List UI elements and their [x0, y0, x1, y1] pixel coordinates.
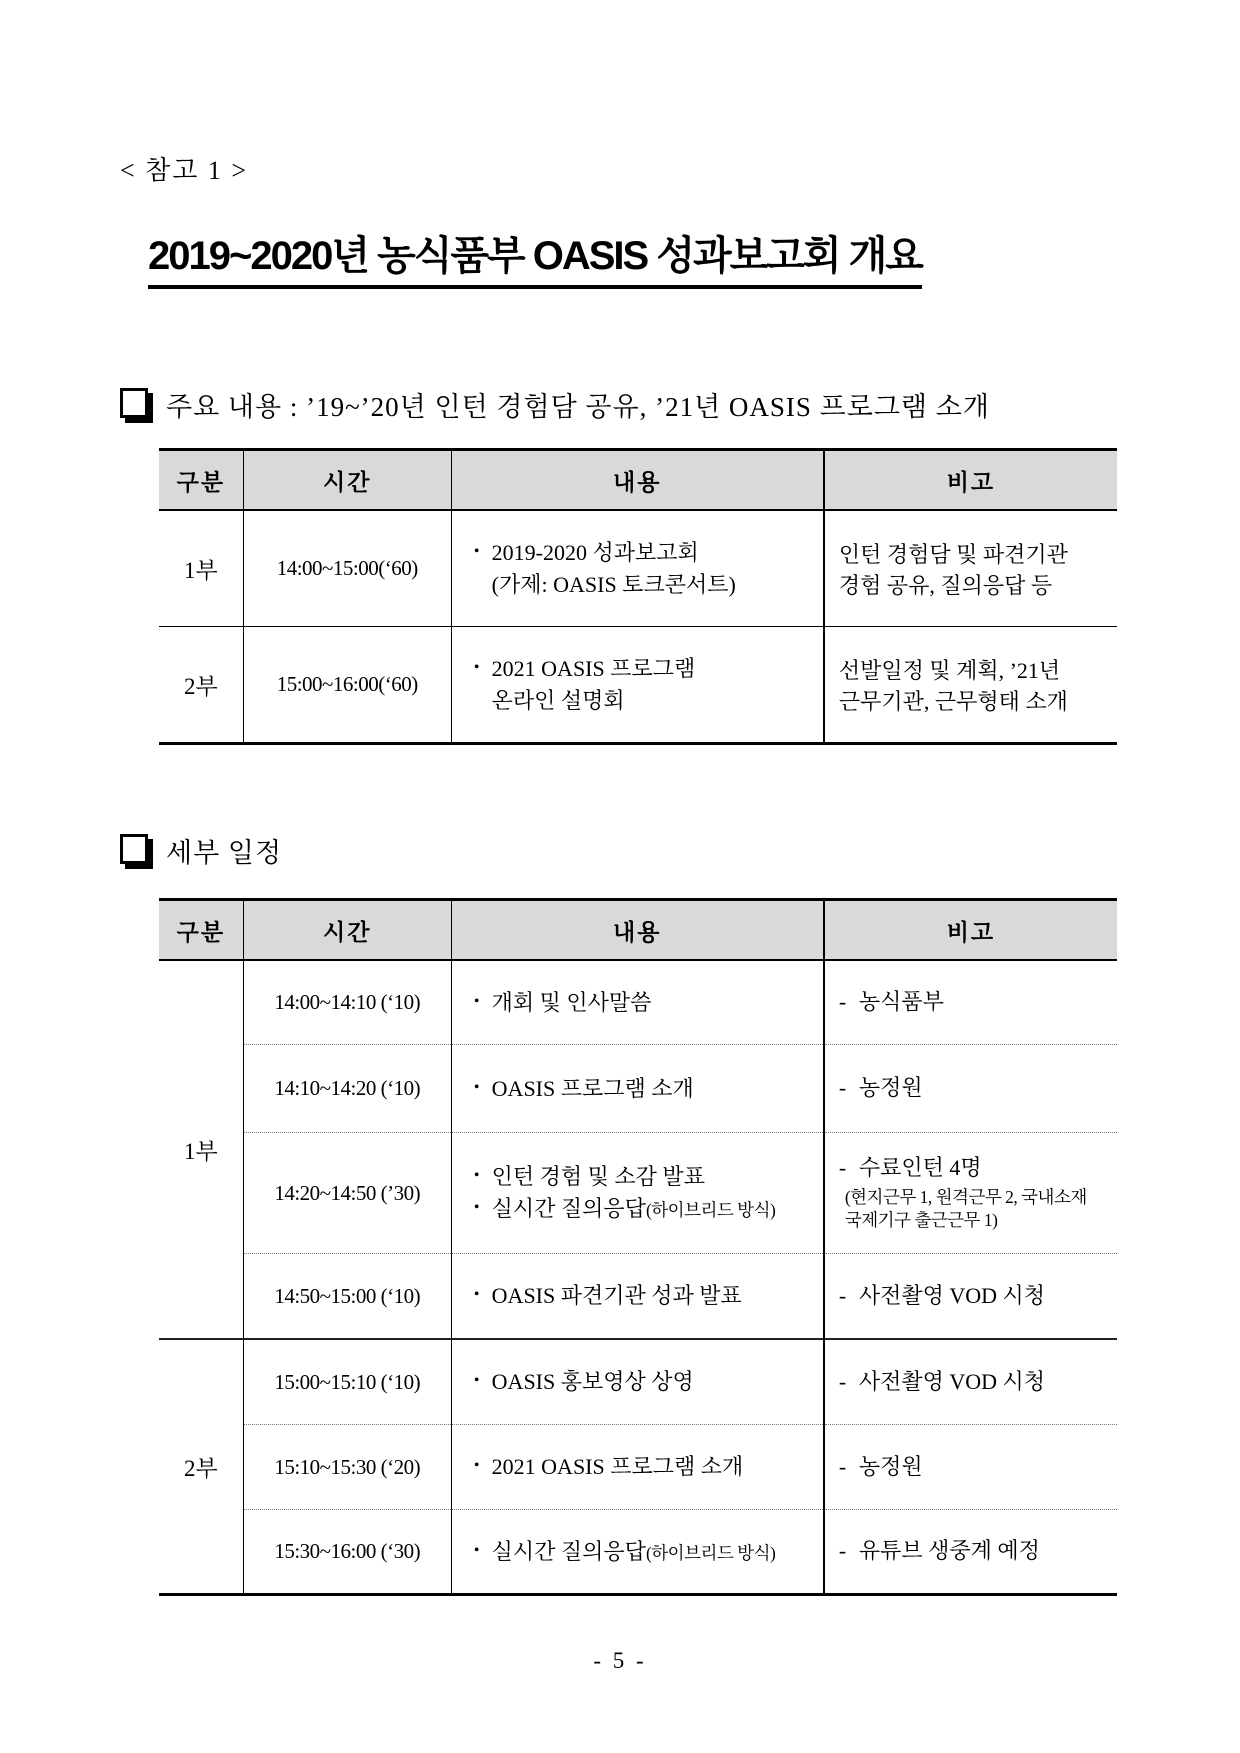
column-header-content: 내용: [451, 900, 824, 961]
note-line: 농식품부: [858, 989, 944, 1015]
time-cell: 14:00~15:00(‘60): [243, 510, 451, 627]
content-line: 2021 OASIS 프로그램 소개: [491, 1454, 744, 1480]
table-row: [159, 1510, 1117, 1595]
bullet-icon: •: [473, 1541, 480, 1559]
table-row: [159, 510, 1117, 627]
square-bullet-icon: [120, 388, 148, 418]
note-line: 선발일정 및 계획, ’21년: [838, 657, 1061, 683]
page-number: - 5 -: [593, 1648, 647, 1673]
square-bullet-icon: [120, 834, 148, 864]
content-line-small: (하이브리드 방식): [645, 1200, 776, 1220]
bullet-icon: •: [473, 1286, 480, 1304]
section-heading-text: 세부 일정: [166, 838, 283, 868]
note-detail-line: (현지근무 1, 원격근무 2, 국내소재: [844, 1186, 1087, 1207]
section-heading-main-content: [120, 385, 1117, 424]
content-cell: [451, 960, 824, 1045]
note-line: 사전촬영 VOD 시청: [858, 1282, 1046, 1308]
content-cell: [451, 1339, 824, 1425]
part-cell: 1부: [184, 558, 218, 583]
note-line: 유튜브 생중계 예정: [858, 1538, 1040, 1564]
note-cell: [824, 960, 1117, 1045]
time-cell: 15:00~16:00(‘60): [243, 627, 451, 744]
content-line: 실시간 질의응답: [491, 1196, 646, 1221]
dash-icon: -: [838, 1538, 847, 1564]
note-detail-line: 국제기구 출근근무 1): [844, 1210, 998, 1231]
bullet-icon: •: [473, 992, 480, 1010]
time-cell: 14:10~14:20 (‘10): [243, 1045, 451, 1133]
table-row: [159, 960, 1117, 1045]
bullet-icon: •: [473, 542, 480, 560]
part-cell: 1부: [184, 1139, 218, 1164]
content-line: 실시간 질의응답: [491, 1538, 646, 1564]
time-cell: 14:20~14:50 (’30): [243, 1133, 451, 1254]
note-cell: [824, 1133, 1117, 1254]
detail-table-header-row: [159, 900, 1117, 961]
table-row: [159, 1045, 1117, 1133]
note-line: 농정원: [858, 1453, 923, 1479]
bullet-icon: •: [473, 1199, 480, 1216]
section-heading-text: 주요 내용 : ’19~’20년 인턴 경험담 공유, ’21년 OASIS 프로그램 소개: [166, 392, 990, 422]
overview-table: [159, 448, 1117, 745]
column-header-note: 비고: [824, 900, 1117, 961]
content-cell: [451, 1133, 824, 1254]
content-line-small: (하이브리드 방식): [645, 1542, 776, 1563]
dash-icon: -: [838, 1075, 847, 1101]
note-line: 근무기관, 근무형태 소개: [838, 688, 1068, 714]
table-row: [159, 627, 1117, 744]
note-detail: [839, 1186, 1109, 1233]
time-cell: 14:00~14:10 (‘10): [243, 960, 451, 1045]
content-line: (가제: OASIS 토크콘서트): [491, 571, 736, 597]
note-line: 인턴 경험담 및 파견기관: [838, 541, 1068, 567]
column-header-note: 비고: [824, 450, 1117, 511]
title-row: [120, 187, 1117, 289]
content-cell: [451, 1045, 824, 1133]
table-row: [159, 1133, 1117, 1254]
bullet-icon: •: [473, 658, 480, 676]
content-cell: [451, 1510, 824, 1595]
time-cell: 14:50~15:00 (‘10): [243, 1254, 451, 1340]
dash-icon: -: [838, 1368, 847, 1394]
note-cell: [824, 1339, 1117, 1425]
table-row: [159, 1339, 1117, 1425]
part-cell: 2부: [159, 627, 243, 744]
content-line: 2021 OASIS 프로그램: [491, 655, 696, 681]
content-line: 온라인 설명회: [491, 687, 625, 713]
note-cell: [824, 1425, 1117, 1510]
part-cell: 2부: [159, 1339, 243, 1595]
note-cell: [824, 627, 1117, 744]
content-line: 개회 및 인사말씀: [491, 989, 652, 1015]
bullet-icon: •: [473, 1078, 480, 1096]
content-cell: [451, 510, 824, 627]
dash-icon: -: [838, 1453, 847, 1479]
content-cell: [451, 627, 824, 744]
content-line: OASIS 프로그램 소개: [491, 1075, 694, 1101]
note-cell: [824, 510, 1117, 627]
content-cell: [451, 1425, 824, 1510]
time-cell: 15:10~15:30 (‘20): [243, 1425, 451, 1510]
content-line: OASIS 홍보영상 상영: [491, 1369, 694, 1395]
dash-icon: -: [838, 1282, 847, 1308]
column-header-content: 내용: [451, 450, 824, 511]
table-row: [159, 1254, 1117, 1340]
bullet-icon: •: [473, 1372, 480, 1390]
section-heading-detail-schedule: [120, 831, 1117, 870]
reference-label: < 참고 1 >: [120, 156, 249, 185]
note-cell: [824, 1045, 1117, 1133]
content-line: 인턴 경험 및 소감 발표: [491, 1164, 705, 1190]
detail-schedule-table: [159, 898, 1117, 1596]
note-line: 수료인턴 4명: [858, 1154, 982, 1180]
column-header-part: 구분: [159, 900, 243, 961]
page-title: 2019~2020년 농식품부 OASIS 성과보고회 개요: [148, 233, 922, 289]
column-header-time: 시간: [243, 900, 451, 961]
bullet-icon: •: [473, 1167, 480, 1185]
bullet-icon: •: [473, 1457, 480, 1475]
note-line: 경험 공유, 질의응답 등: [838, 572, 1053, 598]
content-line: 2019-2020 성과보고회: [491, 539, 699, 565]
content-cell: [451, 1254, 824, 1340]
time-cell: 15:30~16:00 (‘30): [243, 1510, 451, 1595]
note-cell: [824, 1254, 1117, 1340]
column-header-time: 시간: [243, 450, 451, 511]
overview-table-header-row: [159, 450, 1117, 511]
column-header-part: 구분: [159, 450, 243, 511]
content-line: OASIS 파견기관 성과 발표: [491, 1283, 742, 1309]
note-line: 사전촬영 VOD 시청: [858, 1368, 1046, 1394]
note-cell: [824, 1510, 1117, 1595]
dash-icon: -: [838, 1154, 847, 1180]
dash-icon: -: [838, 989, 847, 1015]
note-line: 농정원: [858, 1075, 923, 1101]
time-cell: 15:00~15:10 (‘10): [243, 1339, 451, 1425]
table-row: [159, 1425, 1117, 1510]
document-content: [120, 0, 1117, 1596]
